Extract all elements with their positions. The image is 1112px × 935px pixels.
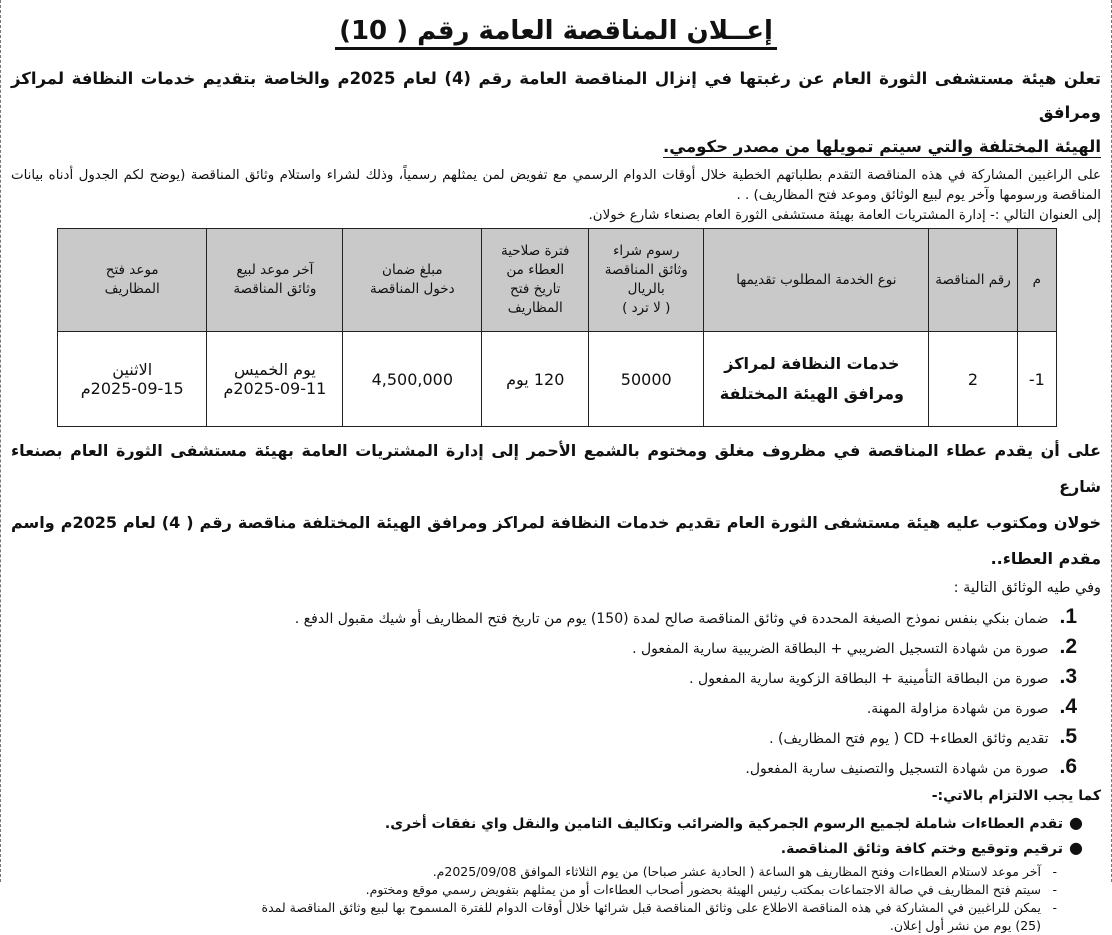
header-fee <box>589 229 704 332</box>
dash-icon: - <box>1052 882 1057 897</box>
bullet-icon: ● <box>1069 838 1083 857</box>
dash-icon: - <box>1052 900 1057 915</box>
intro-address: إلى العنوان التالي :- إدارة المشتريات العامة بهيئة مستشفى الثورة العام بصنعاء شارع خولان. <box>588 208 1101 223</box>
intro-body: على الراغبين المشاركة في هذه المناقصة التقدم بطلباتهم الخطية خلال أوقات الدوام الرسمي مع تفويض لمن يمثلهم رسمياً، وذلك لشراء واستلام وثائق المناقصة (يوضح لكم الجدول أدناه بيانات المناقصة ورسومها وآخر يوم لبيع الوثائق وموعد فتح المظاريف) . . <box>11 168 1101 203</box>
list-item <box>11 863 1057 881</box>
condition-line-1: على أن يقدم عطاء المناقصة في مظروف مغلق ومختوم بالشمع الأحمر إلى إدارة المشتريات العامة بهيئة مستشفى الثورة العام بصنعاء شارع <box>11 441 1101 496</box>
doc-number: 2. <box>1059 635 1077 658</box>
cell-last-sale-line: 2025-09-11م <box>223 379 327 398</box>
list-item <box>11 723 1077 753</box>
header-fee-line: بالريال <box>627 281 665 297</box>
obligation-text: ترقيم وتوقيع وختم كافة وثائق المناقصة. <box>780 841 1063 857</box>
header-guarantee-line: دخول المناقصة <box>369 281 455 297</box>
header-guarantee <box>343 229 482 332</box>
header-validity-line: تاريخ فتح <box>510 281 561 297</box>
doc-text: ضمان بنكي بنفس نموذج الصيغة المحددة في وثائق المناقصة صالح لمدة (150) يوم من تاريخ فتح المظاريف أو شيك مقبول الدفع . <box>294 611 1049 627</box>
doc-text: صورة من البطاقة التأمينية + البطاقة الزكوية سارية المفعول . <box>689 671 1049 687</box>
list-item <box>11 899 1057 917</box>
list-item <box>11 881 1057 899</box>
cell-opening-line: 2025-09-15م <box>80 379 184 398</box>
submission-condition <box>11 433 1101 577</box>
cell-guarantee: 4,500,000 <box>343 332 482 427</box>
obligations-title: كما يجب الالتزام بالاتي:- <box>931 788 1101 804</box>
doc-number: 4. <box>1059 695 1077 718</box>
header-last-sale <box>207 229 343 332</box>
cell-opening-line: الاثنين <box>112 360 153 379</box>
header-m: م <box>1017 229 1056 332</box>
intro-line-1: تعلن هيئة مستشفى الثورة العام عن رغبتها في إنزال المناقصة العامة رقم (4) لعام 2025م والخاصة بتقديم خدمات النظافة لمراكز ومرافق <box>11 69 1102 122</box>
list-item <box>11 693 1077 723</box>
header-fee-line: ( لا ترد ) <box>622 300 671 316</box>
header-opening-line: المظاريف <box>104 281 160 297</box>
cell-last-sale-line: يوم الخميس <box>233 360 316 379</box>
cell-service <box>704 332 929 427</box>
intro-bold-paragraph <box>11 62 1101 164</box>
cell-opening <box>58 332 207 427</box>
list-item <box>11 603 1077 633</box>
header-tender-no: رقم المناقصة <box>929 229 1017 332</box>
table-row <box>58 332 1057 427</box>
doc-text: صورة من شهادة التسجيل والتصنيف سارية المفعول. <box>745 761 1049 777</box>
doc-text: صورة من شهادة مزاولة المهنة. <box>866 701 1049 717</box>
note-text: آخر موعد لاستلام العطاءات وفتح المظاريف هو الساعة ( الحادية عشر صباحا) من يوم الثلاثاء الموافق 2025/09/08م. <box>432 864 1041 879</box>
doc-number: 6. <box>1059 755 1077 778</box>
cell-last-sale <box>207 332 343 427</box>
header-guarantee-line: مبلغ ضمان <box>382 262 443 278</box>
header-opening-line: موعد فتح <box>105 262 159 278</box>
intro-line-2: الهيئة المختلفة والتي سيتم تمويلها من مصدر حكومي. <box>663 137 1101 156</box>
condition-line-3: مقدم العطاء.. <box>990 549 1101 568</box>
header-last-sale-line: آخر موعد لبيع <box>236 262 314 278</box>
doc-number: 3. <box>1059 665 1077 688</box>
header-validity-line: العطاء من <box>506 262 565 278</box>
list-item <box>11 663 1077 693</box>
header-validity-line: المظاريف <box>507 300 563 316</box>
list-item <box>11 633 1077 663</box>
cell-fee: 50000 <box>589 332 704 427</box>
note-text: (25) يوم من نشر أول إعلان. <box>889 918 1041 933</box>
cell-validity: 120 يوم <box>482 332 589 427</box>
condition-line-2: خولان ومكتوب عليه هيئة مستشفى الثورة العام تقديم خدمات النظافة لمراكز ومرافق الهيئة المختلفة مناقصة رقم ( 4) لعام 2025م واسم <box>11 513 1102 532</box>
list-item <box>11 753 1077 783</box>
note-text: سيتم فتح المظاريف في صالة الاجتماعات بمكتب رئيس الهيئة بحضور أصحاب العطاءات أو من يمثلهم بتفويض رسمي موقع ومختوم. <box>365 882 1041 897</box>
list-item <box>11 836 1083 861</box>
header-last-sale-line: وثائق المناقصة <box>233 281 317 297</box>
bullet-icon: ● <box>1069 813 1083 832</box>
page-title: إعــلان المناقصة العامة رقم ( 10) <box>335 16 777 50</box>
tender-table <box>57 228 1057 427</box>
dash-icon: - <box>1052 864 1057 879</box>
list-item <box>11 811 1083 836</box>
header-fee-line: رسوم شراء <box>613 243 680 259</box>
header-fee-line: وثائق المناقصة <box>604 262 688 278</box>
doc-text: صورة من شهادة التسجيل الضريبي + البطاقة الضريبية سارية المفعول . <box>632 641 1049 657</box>
header-validity <box>482 229 589 332</box>
header-validity-line: فترة صلاحية <box>500 243 570 259</box>
table-header-row <box>58 229 1057 332</box>
doc-text: تقديم وثائق العطاء+ CD ( يوم فتح المظاريف) . <box>769 731 1049 747</box>
header-opening <box>58 229 207 332</box>
title-block <box>11 0 1101 62</box>
docs-intro: وفي طيه الوثائق التالية : <box>953 580 1101 596</box>
cell-tender-no: 2 <box>929 332 1017 427</box>
cell-service-line: ومرافق الهيئة المختلفة <box>719 384 904 403</box>
notes-list <box>11 863 1101 935</box>
obligation-text: تقدم العطاءات شاملة لجميع الرسوم الجمركية والضرائب وتكاليف التامين والنقل واي نفقات أخرى. <box>384 816 1063 832</box>
doc-number: 1. <box>1059 605 1077 628</box>
list-item <box>11 917 1057 935</box>
obligations-list <box>11 811 1101 861</box>
doc-number: 5. <box>1059 725 1077 748</box>
header-service: نوع الخدمة المطلوب تقديمها <box>704 229 929 332</box>
cell-m: 1- <box>1017 332 1056 427</box>
note-text: يمكن للراغبين في المشاركة في هذه المناقصة الاطلاع على وثائق المناقصة قبل شرائها خلال أوقات الدوام للفترة المسموح بها لبيع وثائق المناقصة لمدة <box>261 900 1041 915</box>
cell-service-line: خدمات النظافة لمراكز <box>724 354 900 373</box>
required-docs-list <box>11 603 1101 783</box>
